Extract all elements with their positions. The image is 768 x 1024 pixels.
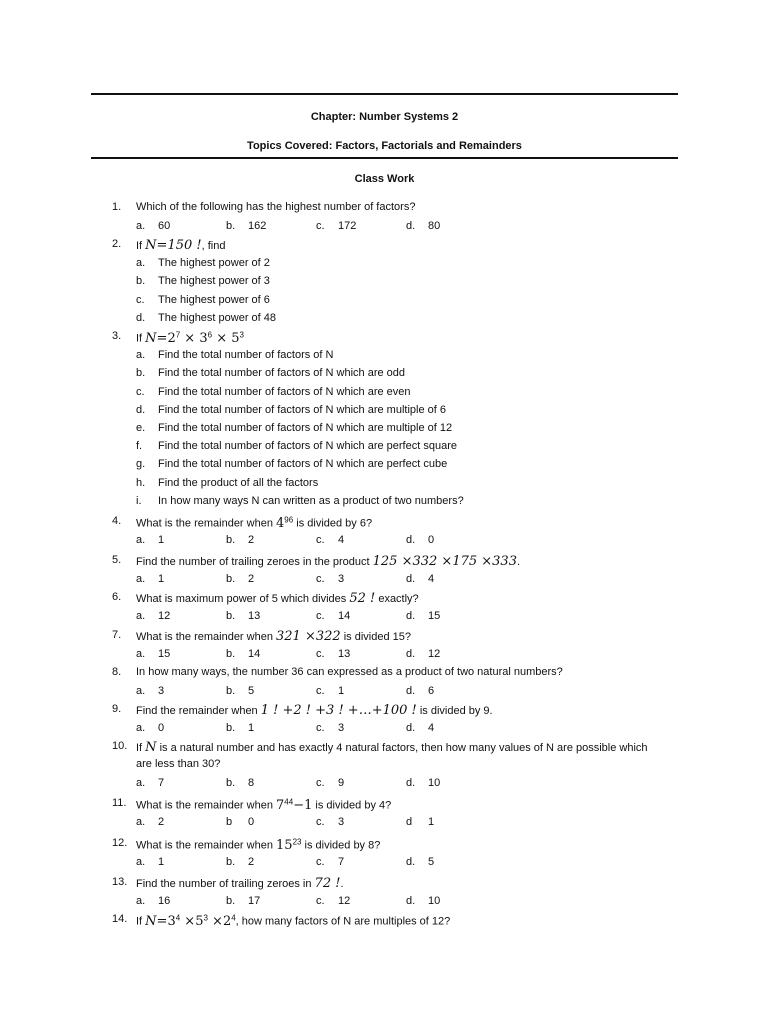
option-value: 15: [428, 610, 441, 623]
part-text: The highest power of 3: [158, 275, 270, 288]
option-letter: b.: [226, 610, 236, 623]
question-text-pre: What is the remainder when: [136, 517, 277, 530]
option-value: 162: [248, 220, 267, 233]
math-expression: 1 ! +2 ! +3 ! +…+100 !: [260, 703, 417, 718]
option-letter: b.: [226, 220, 236, 233]
question-text: [136, 515, 372, 531]
question-text: [136, 913, 450, 929]
option-letter: b.: [226, 573, 236, 586]
question-text-pre: If: [136, 240, 146, 252]
option-letter: d.: [406, 573, 416, 586]
question-text-post: is a natural number and has exactly 4 natural factors, then how many values of N are possible which: [156, 742, 648, 754]
question-text-post: exactly?: [375, 593, 419, 605]
question-number: 8.: [112, 666, 122, 678]
question-text: [136, 837, 380, 853]
option-letter: c.: [316, 856, 325, 869]
option-value: 80: [428, 220, 441, 233]
part-letter: i.: [136, 494, 142, 507]
option-value: 15: [158, 648, 171, 661]
question-text-pre: What is the remainder when: [136, 839, 277, 852]
question-text-post: is divided by 9.: [416, 705, 493, 717]
part-letter: c.: [136, 293, 145, 306]
part-letter: d.: [136, 311, 146, 324]
option-value: 0: [158, 722, 165, 735]
question-text-pre: If: [136, 915, 146, 928]
option-value: 4: [428, 573, 435, 586]
option-letter: c.: [316, 777, 325, 790]
option-value: 172: [338, 220, 357, 233]
option-value: 12: [158, 610, 171, 623]
option-letter: a.: [136, 685, 146, 698]
option-letter: c.: [316, 895, 325, 908]
option-value: 7: [338, 856, 345, 869]
option-letter: b.: [226, 895, 236, 908]
option-letter: d.: [406, 895, 416, 908]
option-letter: c.: [316, 816, 325, 829]
part-letter: b.: [136, 367, 146, 380]
question-text: [136, 740, 648, 755]
option-letter: a.: [136, 220, 146, 233]
question-number: 6.: [112, 591, 122, 603]
question-text: [136, 666, 563, 678]
question-text-pre: What is maximum power of 5 which divides: [136, 593, 350, 605]
option-letter: b.: [226, 685, 236, 698]
option-letter: b.: [226, 648, 236, 661]
option-letter: b.: [226, 856, 236, 869]
question-text-post: , how many factors of N are multiples of 12?: [235, 915, 451, 928]
question-text-post: is divided by 8?: [301, 839, 381, 852]
option-letter: d.: [406, 722, 416, 735]
mid-rule: [91, 157, 678, 159]
option-letter: d.: [406, 220, 416, 233]
option-letter: b: [226, 816, 233, 829]
question-text-post: is divided 15?: [340, 631, 411, 643]
option-value: 1: [158, 573, 165, 586]
math-expression: $4^{96}$: [276, 515, 294, 531]
part-text: Find the total number of factors of N which are odd: [158, 367, 406, 380]
question-number: 10.: [112, 740, 128, 752]
question-number: 7.: [112, 629, 122, 641]
question-text-pre: If: [136, 332, 146, 345]
question-number: 3.: [112, 330, 122, 342]
option-letter: a.: [136, 722, 146, 735]
option-letter: a.: [136, 534, 146, 547]
option-letter: a.: [136, 777, 146, 790]
question-number: 11.: [112, 797, 127, 809]
option-value: 2: [158, 816, 165, 829]
question-text: [136, 238, 225, 253]
question-number: 14.: [112, 913, 128, 925]
question-text-pre: Find the number of trailing zeroes in the product: [136, 556, 373, 568]
part-text: In how many ways N can written as a product of two numbers?: [158, 494, 464, 507]
part-text: Find the total number of factors of N which are multiple of 6: [158, 403, 446, 416]
option-letter: c.: [316, 220, 325, 233]
part-text: Find the product of all the factors: [158, 476, 319, 489]
question-text-post: , find: [201, 240, 226, 252]
option-letter: d.: [406, 610, 416, 623]
option-letter: b.: [226, 722, 236, 735]
option-value: 6: [428, 685, 435, 698]
part-letter: d.: [136, 403, 146, 416]
question-text-post: .: [340, 878, 344, 890]
question-number: 1.: [112, 201, 122, 213]
option-value: 3: [338, 722, 345, 735]
option-letter: a.: [136, 610, 146, 623]
question-text: [136, 797, 391, 813]
math-expression: 125 ×332 ×175 ×333: [372, 554, 517, 569]
question-text-content: In how many ways, the number 36 can expressed as a product of two natural numbers?: [136, 666, 563, 678]
question-text-pre: What is the remainder when: [136, 799, 277, 812]
part-letter: e.: [136, 422, 146, 434]
question-text-post: is divided by 4?: [312, 799, 392, 812]
option-letter: b.: [226, 777, 236, 790]
option-value: 60: [158, 220, 171, 233]
part-text: Find the total number of factors of N: [158, 349, 334, 362]
question-text: [136, 201, 415, 213]
option-value: 10: [428, 895, 441, 908]
math-expression: N: [145, 740, 157, 755]
question-number: 5.: [112, 554, 122, 566]
option-letter: c.: [316, 648, 325, 661]
option-value: 12: [338, 895, 351, 908]
part-text: The highest power of 2: [158, 257, 270, 270]
math-expression: N=150 !: [145, 238, 202, 253]
option-letter: d: [406, 816, 413, 829]
question-number: 13.: [112, 876, 128, 888]
question-text: [136, 629, 411, 644]
section-title: Class Work: [354, 173, 415, 185]
chapter-title: Chapter: Number Systems 2: [310, 111, 459, 123]
math-expression: $7^{44}-1$: [276, 797, 313, 813]
option-value: 0: [428, 534, 435, 547]
option-value: 14: [338, 610, 351, 623]
option-value: 1: [428, 816, 435, 829]
option-value: 7: [158, 777, 165, 790]
option-value: 2: [248, 534, 255, 547]
option-value: 0: [248, 816, 255, 829]
option-value: 2: [248, 856, 255, 869]
option-value: 14: [248, 648, 261, 661]
option-letter: d.: [406, 685, 416, 698]
part-text: Find the total number of factors of N which are multiple of 12: [158, 422, 453, 434]
part-letter: c.: [136, 385, 145, 398]
math-expression: 52 !: [349, 591, 376, 606]
question-text: [136, 330, 244, 346]
math-expression: $N=2^7 \times 3^6 \times 5^3$: [145, 330, 244, 346]
question-text: [136, 876, 344, 891]
option-value: 9: [338, 777, 345, 790]
option-letter: d.: [406, 856, 416, 869]
part-text: Find the total number of factors of N which are even: [158, 385, 411, 398]
option-value: 13: [338, 648, 351, 661]
option-letter: c.: [316, 534, 325, 547]
option-value: 3: [338, 816, 345, 829]
option-value: 4: [338, 534, 345, 547]
part-text: The highest power of 6: [158, 293, 270, 306]
option-value: 12: [428, 648, 441, 661]
part-text: Find the total number of factors of N which are perfect square: [158, 440, 457, 453]
question-text-content: Which of the following has the highest number of factors?: [136, 201, 416, 213]
option-letter: a.: [136, 573, 146, 586]
part-letter: b.: [136, 275, 146, 288]
part-letter: a.: [136, 257, 146, 270]
option-letter: d.: [406, 648, 416, 661]
question-text-pre: Find the remainder when: [136, 705, 261, 717]
option-letter: d.: [406, 534, 416, 547]
math-expression: $N=3^4 \times 5^3 \times 2^4$: [145, 913, 236, 929]
part-letter: f.: [136, 440, 143, 453]
option-value: 4: [428, 722, 435, 735]
part-letter: h.: [136, 476, 146, 489]
option-value: 5: [428, 856, 435, 869]
part-letter: a.: [136, 349, 146, 362]
option-letter: c.: [316, 685, 325, 698]
option-value: 13: [248, 610, 261, 623]
part-text: Find the total number of factors of N which are perfect cube: [158, 458, 448, 471]
top-rule: [91, 93, 678, 95]
question-number: 4.: [112, 515, 122, 527]
option-value: 1: [158, 856, 165, 869]
option-letter: d.: [406, 777, 416, 790]
math-expression: 321 ×322: [276, 629, 341, 644]
question-text-post: is divided by 6?: [293, 517, 373, 530]
option-value: 1: [248, 722, 255, 735]
option-letter: c.: [316, 722, 325, 735]
question-number: 12.: [112, 837, 128, 849]
question-number: 2.: [112, 238, 122, 250]
option-value: 16: [158, 895, 171, 908]
option-letter: a.: [136, 648, 146, 661]
math-expression: 72 !: [314, 876, 341, 891]
topics-title: Topics Covered: Factors, Factorials and Remainders: [247, 140, 522, 152]
question-text-post: .: [516, 556, 521, 568]
part-text: The highest power of 48: [158, 311, 277, 324]
option-value: 17: [248, 895, 261, 908]
question-text-line2: are less than 30?: [136, 758, 221, 771]
option-value: 3: [158, 685, 165, 698]
option-value: 3: [338, 573, 345, 586]
question-text-pre: If: [136, 742, 146, 754]
question-text: [136, 591, 419, 606]
part-letter: g.: [136, 458, 146, 471]
option-letter: c.: [316, 573, 325, 586]
option-value: 8: [248, 777, 255, 790]
option-value: 5: [248, 685, 255, 698]
question-text-pre: Find the number of trailing zeroes in: [136, 878, 315, 890]
option-letter: c.: [316, 610, 325, 623]
option-value: 10: [428, 777, 441, 790]
question-text: [136, 703, 493, 718]
option-value: 1: [338, 685, 345, 698]
option-letter: a.: [136, 856, 146, 869]
option-value: 1: [158, 534, 165, 547]
option-letter: a.: [136, 895, 146, 908]
question-number: 9.: [112, 703, 122, 715]
math-expression: $15^{23}$: [276, 837, 302, 853]
option-value: 2: [248, 573, 255, 586]
option-letter: a.: [136, 816, 146, 829]
question-text-pre: What is the remainder when: [136, 631, 277, 643]
option-letter: b.: [226, 534, 236, 547]
question-text: [136, 554, 520, 569]
